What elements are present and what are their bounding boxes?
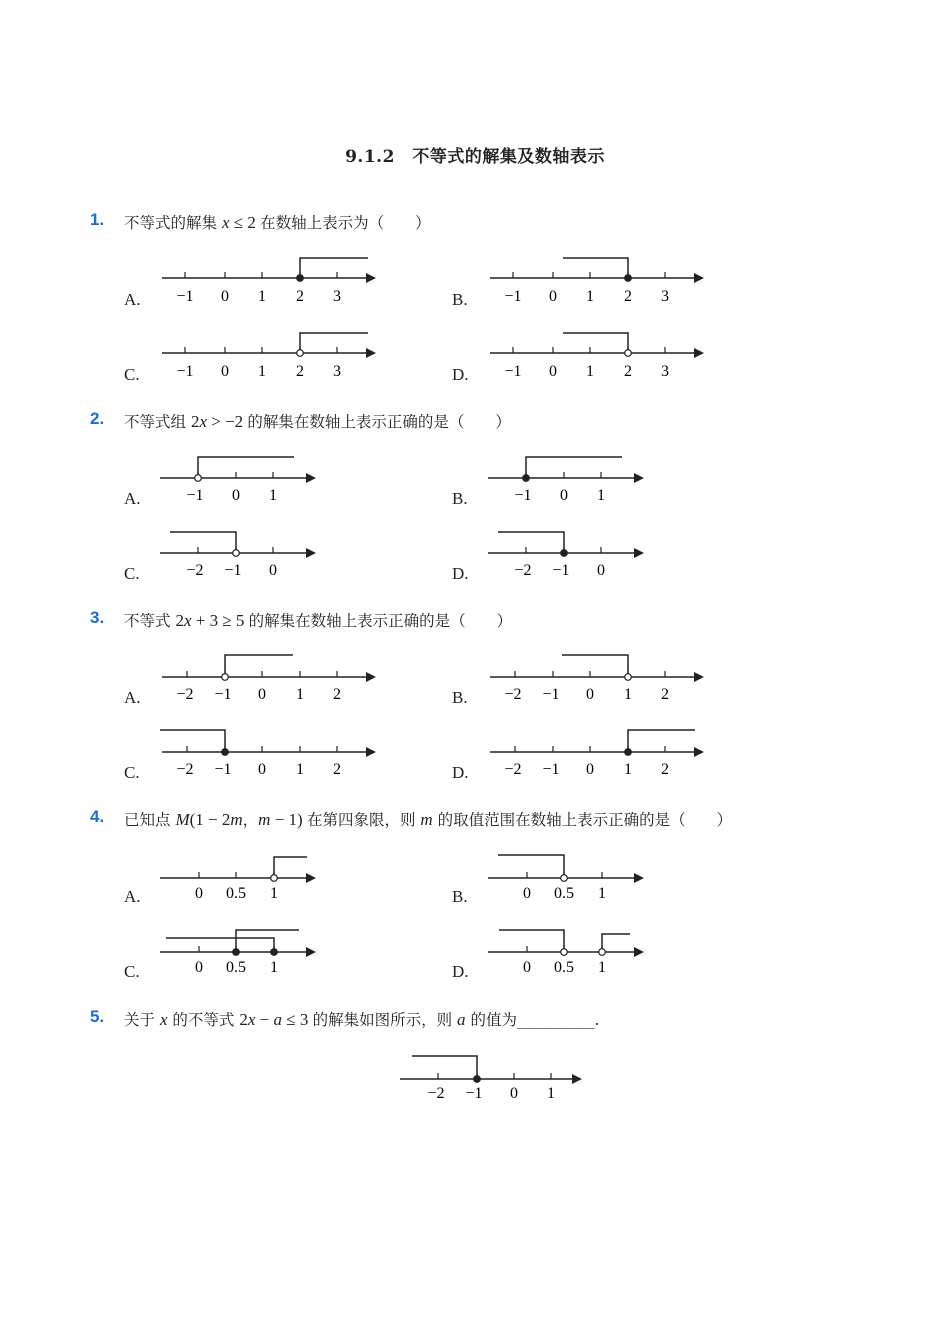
solid-point — [222, 749, 229, 756]
tick-label: −2 — [504, 761, 522, 778]
q5-text-part: 的不等式 — [167, 1011, 240, 1029]
hollow-point — [625, 674, 632, 681]
q2-coefficient: 2 — [190, 412, 200, 431]
tick-label: 1 — [296, 686, 304, 703]
q3-option-d-label: D. — [452, 763, 469, 782]
tick-label: 1 — [597, 487, 605, 504]
tick-label: 0 — [269, 562, 277, 579]
tick-label: −1 — [214, 686, 232, 703]
q3-coefficient: 2 — [175, 611, 184, 630]
solution-ray — [563, 333, 628, 353]
q4-text-part: 在第四象限，则 — [306, 811, 421, 829]
solution-ray — [499, 930, 564, 952]
axis-arrow — [634, 473, 644, 483]
q3-text-part: 不等式 — [124, 612, 176, 630]
q1-option-a-numberline — [160, 250, 380, 306]
question-4-text — [124, 808, 732, 830]
tick-label: 0.5 — [226, 885, 246, 902]
q1-text-part: 不等式的解集 — [124, 214, 222, 232]
solution-ray — [236, 930, 299, 952]
solid-point — [625, 275, 632, 282]
tick-label: 2 — [661, 761, 669, 778]
tick-label: 2 — [333, 761, 341, 778]
axis-arrow — [366, 273, 376, 283]
q4-variable: m — [230, 810, 243, 829]
axis-arrow — [306, 873, 316, 883]
q3-operator: + 3 ≥ 5 — [191, 611, 249, 630]
tick-label: −1 — [224, 562, 242, 579]
q5-operator: ≤ 3 — [281, 1010, 313, 1029]
q4-option-d-numberline — [486, 924, 651, 980]
q5-operator: − — [255, 1010, 274, 1029]
axis-arrow — [694, 273, 704, 283]
q1-operator: ≤ 2 — [229, 213, 261, 232]
q2-text-part: 不等式组 — [124, 413, 191, 431]
q1-text-part: 在数轴上表示为（ ） — [260, 214, 431, 232]
q1-option-b-label: B. — [452, 290, 468, 309]
tick-label: −2 — [186, 562, 204, 579]
tick-label: 0 — [586, 686, 594, 703]
tick-label: 0 — [258, 686, 266, 703]
axis-arrow — [306, 548, 316, 558]
q4-option-a-numberline — [158, 850, 323, 906]
tick-label: 1 — [258, 288, 266, 305]
axis-arrow — [634, 548, 644, 558]
tick-label: 3 — [661, 288, 669, 305]
q2-option-d-numberline — [486, 525, 651, 581]
tick-label: −1 — [542, 761, 560, 778]
solution-ray — [160, 730, 225, 752]
question-1-text — [124, 211, 431, 233]
hollow-point — [233, 550, 240, 557]
solid-point — [561, 550, 568, 557]
hollow-point — [561, 949, 568, 956]
q5-answer-blank: 的值为__________. — [465, 1011, 600, 1029]
q4-option-b-numberline — [486, 850, 651, 906]
q1-option-c-numberline — [160, 325, 380, 381]
tick-label: −1 — [552, 562, 570, 579]
question-3-number: 3. — [90, 608, 105, 627]
q4-option-b-label: B. — [452, 887, 468, 906]
hollow-point — [599, 949, 606, 956]
tick-label: 1 — [547, 1085, 555, 1102]
tick-label: 1 — [598, 885, 606, 902]
tick-label: −1 — [504, 363, 522, 380]
solution-ray — [300, 333, 368, 353]
page-title: 9.1.2 不等式的解集及数轴表示 — [345, 147, 605, 167]
tick-label: 3 — [661, 363, 669, 380]
q4-option-d-label: D. — [452, 962, 469, 981]
tick-label: 0 — [221, 363, 229, 380]
tick-label: 3 — [333, 288, 341, 305]
tick-label: −1 — [186, 487, 204, 504]
tick-label: −2 — [504, 686, 522, 703]
tick-label: −1 — [465, 1085, 483, 1102]
tick-label: −1 — [176, 288, 194, 305]
q1-option-b-numberline — [488, 250, 708, 306]
solution-ray — [498, 532, 564, 553]
tick-label: 0 — [523, 959, 531, 976]
axis-arrow — [572, 1074, 582, 1084]
tick-label: 0 — [221, 288, 229, 305]
solid-point — [474, 1076, 481, 1083]
solid-point — [233, 949, 240, 956]
q2-option-c-numberline — [158, 525, 323, 581]
solid-point — [297, 275, 304, 282]
q5-text-part: 关于 — [124, 1011, 160, 1029]
solution-ray — [526, 457, 622, 478]
hollow-point — [222, 674, 229, 681]
q1-option-c-label: C. — [124, 365, 140, 384]
q5-variable: x — [247, 1010, 256, 1029]
tick-label: 1 — [270, 959, 278, 976]
tick-label: 0 — [195, 885, 203, 902]
solid-point — [625, 749, 632, 756]
question-2-text — [124, 410, 511, 432]
tick-label: 2 — [624, 288, 632, 305]
hollow-point — [271, 875, 278, 882]
axis-arrow — [634, 947, 644, 957]
axis-arrow — [366, 348, 376, 358]
q5-parameter: a — [273, 1010, 282, 1029]
solid-point — [271, 949, 278, 956]
tick-label: 2 — [661, 686, 669, 703]
tick-label: −2 — [176, 686, 194, 703]
q5-text-part: 的解集如图所示，则 — [312, 1011, 458, 1029]
axis-arrow — [366, 747, 376, 757]
q4-operator: − 1) — [270, 810, 307, 829]
q5-figure-numberline — [398, 1052, 588, 1108]
tick-label: 1 — [598, 959, 606, 976]
q1-option-d-numberline — [488, 325, 708, 381]
tick-label: −2 — [176, 761, 194, 778]
tick-label: 0 — [549, 363, 557, 380]
tick-label: 1 — [269, 487, 277, 504]
tick-label: 1 — [258, 363, 266, 380]
solution-ray — [563, 258, 628, 278]
q2-text-part: 的解集在数轴上表示正确的是（ ） — [247, 413, 511, 431]
question-4-number: 4. — [90, 807, 105, 826]
solution-ray — [498, 855, 564, 878]
tick-label: 0 — [586, 761, 594, 778]
q3-text-part: 的解集在数轴上表示正确的是（ ） — [248, 612, 513, 630]
tick-label: −2 — [514, 562, 532, 579]
tick-label: 0 — [597, 562, 605, 579]
tick-label: 0 — [549, 288, 557, 305]
tick-label: 1 — [296, 761, 304, 778]
tick-label: 0.5 — [554, 885, 574, 902]
q4-option-c-numberline — [158, 924, 323, 980]
tick-label: 1 — [586, 288, 594, 305]
q2-variable: x — [199, 412, 207, 431]
tick-label: 0 — [510, 1085, 518, 1102]
q4-option-a-label: A. — [124, 887, 141, 906]
hollow-point — [297, 350, 304, 357]
q4-point-name: M — [175, 810, 190, 829]
axis-arrow — [694, 348, 704, 358]
hollow-point — [195, 475, 202, 482]
solid-point — [523, 475, 530, 482]
q4-variable: m — [258, 810, 271, 829]
tick-label: 1 — [624, 686, 632, 703]
tick-label: 3 — [333, 363, 341, 380]
solution-ray — [412, 1056, 477, 1079]
q5-variable: x — [159, 1010, 168, 1029]
solution-ray — [300, 258, 368, 278]
solution-ray — [602, 934, 630, 952]
question-1-number: 1. — [90, 210, 105, 229]
q2-option-a-numberline — [158, 450, 323, 506]
q4-operator: (1 − 2 — [189, 810, 231, 829]
question-2-number: 2. — [90, 409, 105, 428]
question-5-text — [124, 1008, 599, 1030]
q4-separator: ， — [242, 811, 259, 829]
q4-text-part: 已知点 — [124, 811, 176, 829]
tick-label: 0.5 — [554, 959, 574, 976]
q2-option-a-label: A. — [124, 489, 141, 508]
tick-label: −2 — [427, 1085, 445, 1102]
q5-coefficient: 2 — [239, 1010, 248, 1029]
q2-option-d-label: D. — [452, 564, 469, 583]
tick-label: 0 — [195, 959, 203, 976]
solution-ray — [166, 938, 274, 952]
axis-arrow — [366, 672, 376, 682]
q3-option-d-numberline — [488, 724, 708, 780]
q2-option-b-label: B. — [452, 489, 468, 508]
q4-option-c-label: C. — [124, 962, 140, 981]
tick-label: 2 — [296, 288, 304, 305]
solution-ray — [628, 730, 695, 752]
q3-variable: x — [183, 611, 192, 630]
q3-option-a-numberline — [160, 649, 380, 705]
tick-label: 2 — [624, 363, 632, 380]
question-3-text — [124, 609, 512, 631]
solution-ray — [562, 655, 628, 677]
tick-label: −1 — [504, 288, 522, 305]
axis-arrow — [306, 473, 316, 483]
q3-option-c-numberline — [160, 724, 380, 780]
q1-variable: x — [221, 213, 230, 232]
tick-label: −1 — [176, 363, 194, 380]
hollow-point — [561, 875, 568, 882]
axis-arrow — [694, 672, 704, 682]
question-5-number: 5. — [90, 1007, 105, 1026]
q3-option-b-label: B. — [452, 688, 468, 707]
solution-ray — [170, 532, 236, 553]
tick-label: −1 — [542, 686, 560, 703]
axis-arrow — [694, 747, 704, 757]
tick-label: 2 — [296, 363, 304, 380]
tick-label: 1 — [586, 363, 594, 380]
hollow-point — [625, 350, 632, 357]
q2-option-b-numberline — [486, 450, 651, 506]
axis-arrow — [634, 873, 644, 883]
q4-text-part: 的取值范围在数轴上表示正确的是（ ） — [432, 811, 733, 829]
tick-label: −1 — [514, 487, 532, 504]
tick-label: 1 — [624, 761, 632, 778]
solution-ray — [274, 857, 307, 878]
q5-parameter: a — [457, 1010, 466, 1029]
tick-label: 1 — [270, 885, 278, 902]
q1-option-d-label: D. — [452, 365, 469, 384]
tick-label: 0 — [232, 487, 240, 504]
tick-label: 0.5 — [226, 959, 246, 976]
tick-label: 0 — [258, 761, 266, 778]
q3-option-c-label: C. — [124, 763, 140, 782]
q2-operator: > −2 — [206, 412, 248, 431]
q3-option-a-label: A. — [124, 688, 141, 707]
tick-label: 0 — [560, 487, 568, 504]
axis-arrow — [306, 947, 316, 957]
q4-variable: m — [420, 810, 433, 829]
tick-label: 2 — [333, 686, 341, 703]
solution-ray — [198, 457, 294, 478]
tick-label: −1 — [214, 761, 232, 778]
q1-option-a-label: A. — [124, 290, 141, 309]
tick-label: 0 — [523, 885, 531, 902]
solution-ray — [225, 655, 293, 677]
q3-option-b-numberline — [488, 649, 708, 705]
q2-option-c-label: C. — [124, 564, 140, 583]
